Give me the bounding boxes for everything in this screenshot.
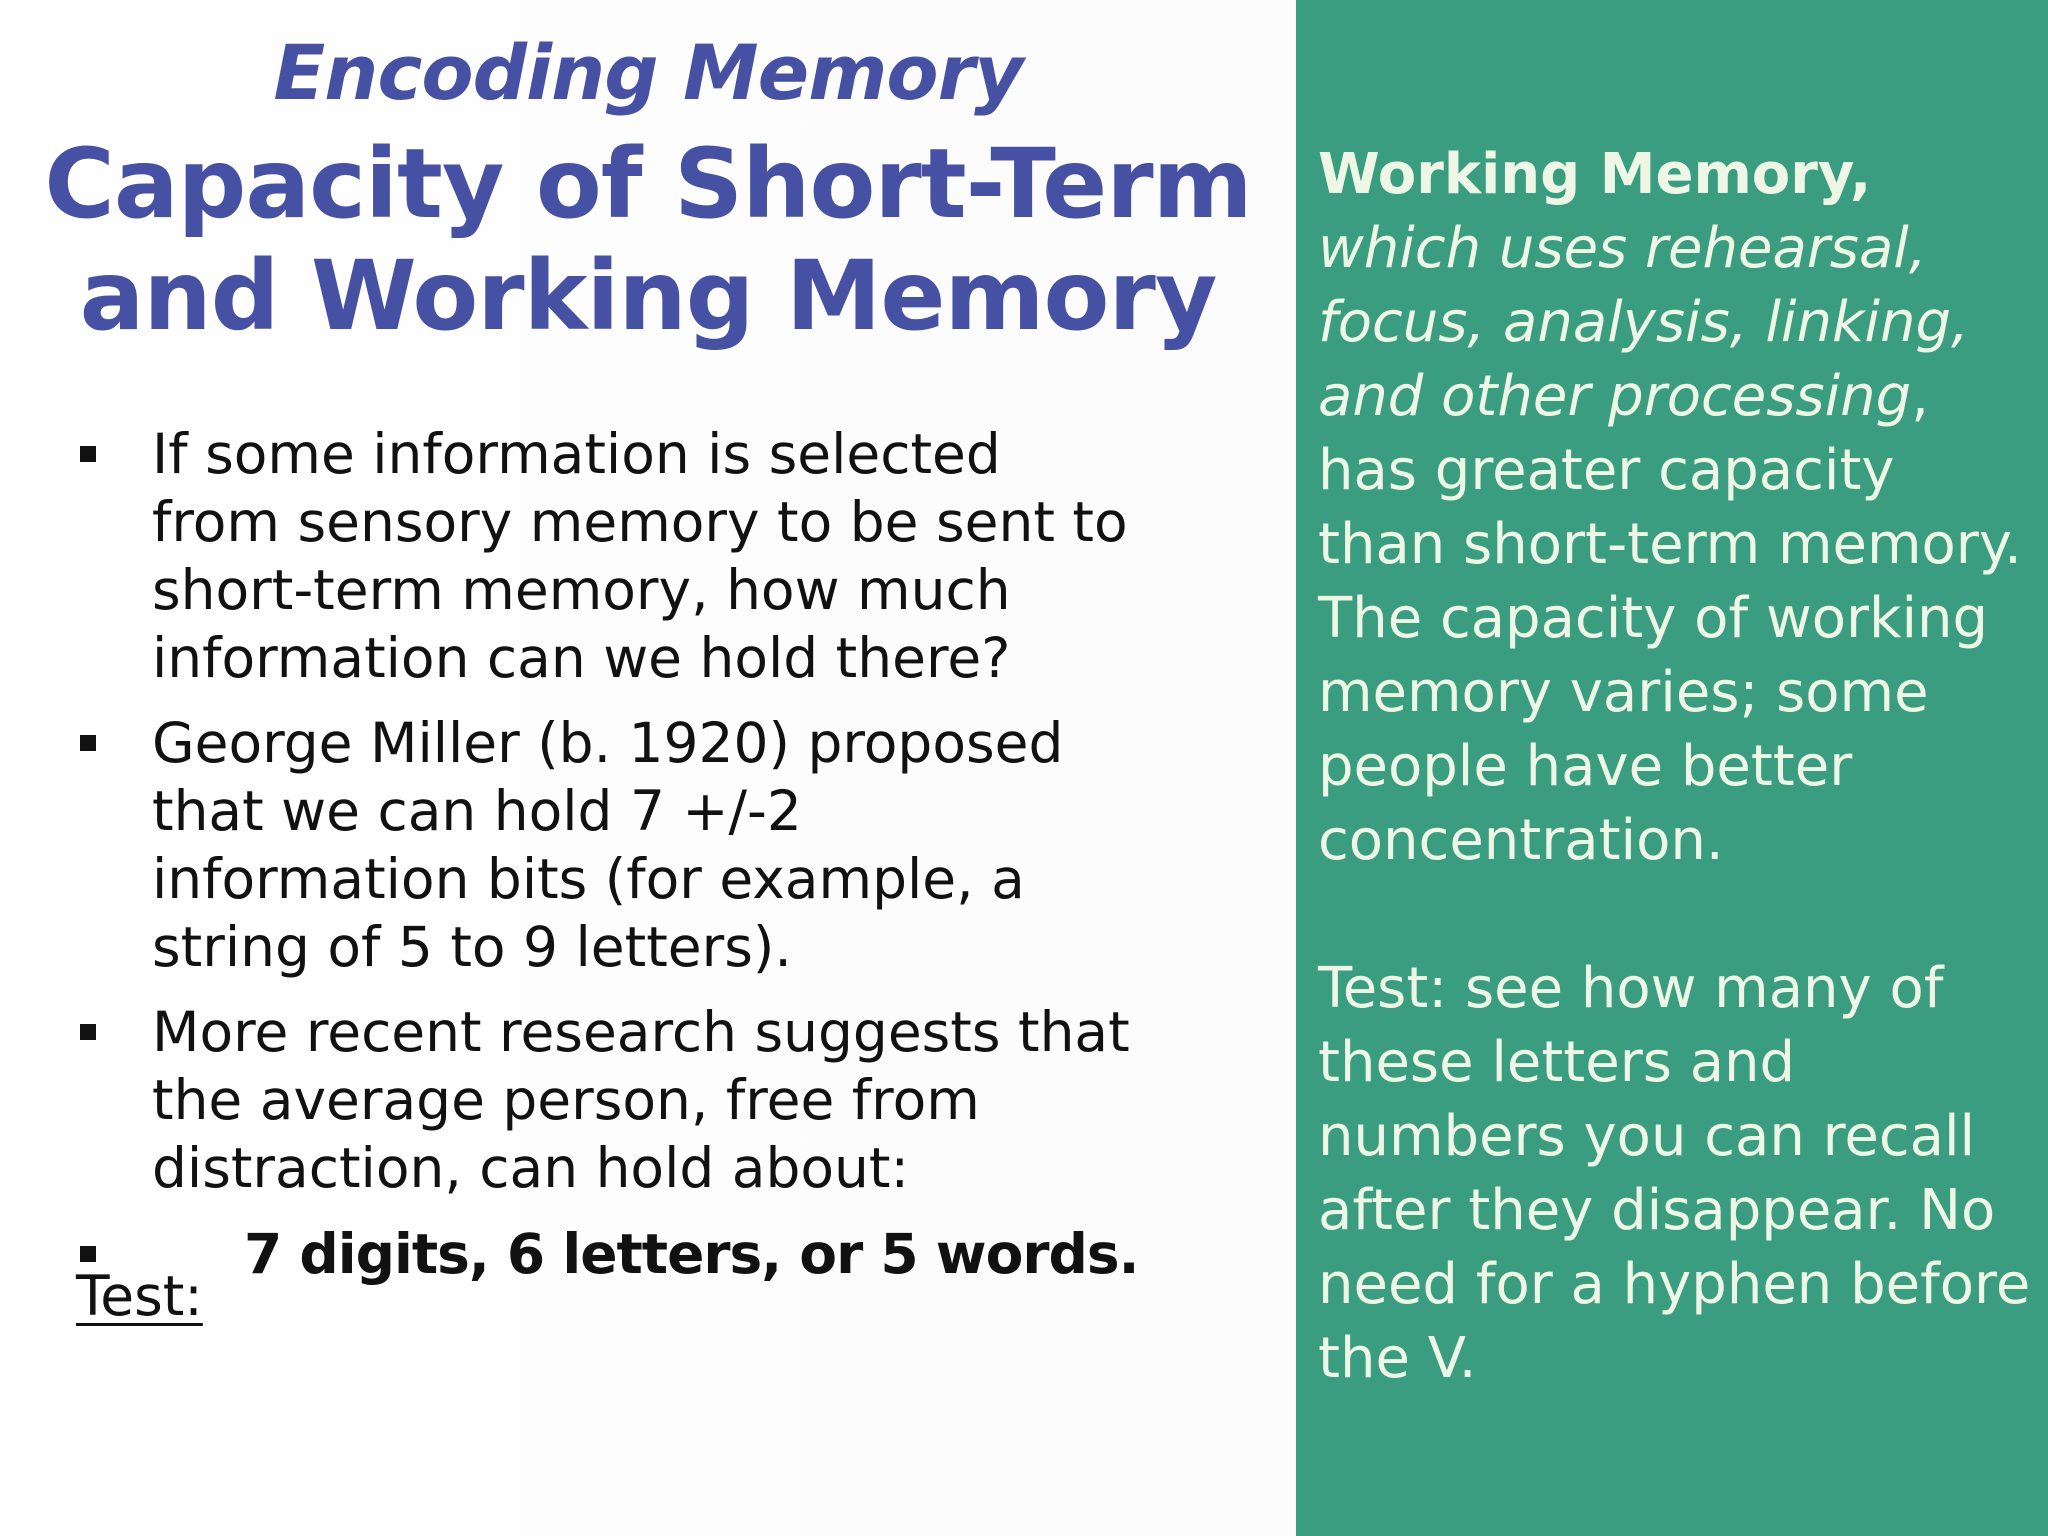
capacity-emphasis: 7 digits, 6 letters, or 5 words.: [244, 1222, 1139, 1286]
square-bullet-icon: [80, 735, 96, 751]
square-bullet-icon: [80, 1024, 96, 1040]
working-memory-italic: which uses rehearsal, focus, analysis, linking, and other processing: [1318, 216, 1969, 429]
bullet-text: If some information is selected from sensory memory to be sent to short-term memory, how much information can we hold there?: [152, 422, 1128, 690]
paragraph-gap: [1318, 878, 2036, 952]
bullet-item: [76, 709, 1136, 981]
working-memory-description: [1318, 138, 2036, 1396]
working-memory-rest: , has greater capacity than short-term memory. The capacity of working memory varies; some people have better concentration.: [1318, 364, 2022, 873]
square-bullet-icon: [80, 1246, 96, 1262]
title-line-2: and Working Memory: [79, 240, 1217, 352]
working-memory-paragraph: [1318, 138, 2036, 878]
bullet-text: More recent research suggests that the average person, free from distraction, can hold about:: [152, 1000, 1130, 1200]
test-label: Test:: [76, 1264, 203, 1328]
title-line-1: Capacity of Short-Term: [44, 128, 1252, 240]
test-instructions: Test: see how many of these letters and numbers you can recall after they disappear. No need for a hyphen before the V.: [1318, 956, 2031, 1391]
slide-title: [0, 128, 1296, 352]
slide-subtitle: Encoding Memory: [273, 28, 1023, 117]
square-bullet-icon: [80, 446, 96, 462]
working-memory-term: Working Memory,: [1318, 142, 1872, 207]
bullet-item: [76, 420, 1136, 692]
bullet-item: [76, 998, 1136, 1202]
bullet-list: [76, 420, 1136, 1219]
bullet-text: George Miller (b. 1920) proposed that we can hold 7 +/-2 information bits (for example, a string of 5 to 9 letters).: [152, 711, 1064, 979]
